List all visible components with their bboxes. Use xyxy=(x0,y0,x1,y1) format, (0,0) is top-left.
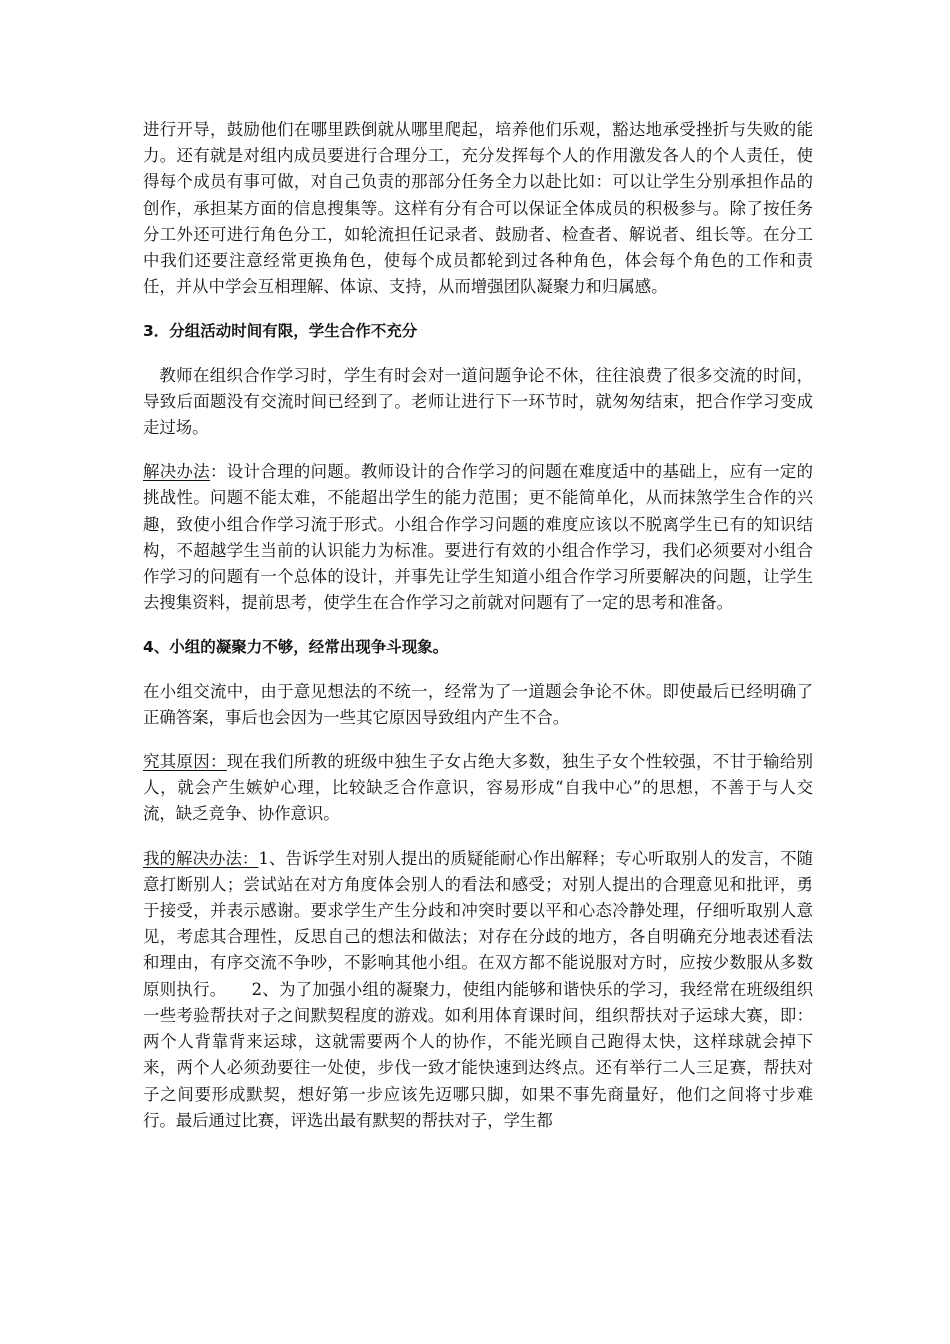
document-page xyxy=(143,117,813,1134)
solution-label: 解决办法 xyxy=(143,462,211,482)
spacer xyxy=(143,731,813,749)
cause-text: 现在我们所教的班级中独生子女占绝大多数，独生子女个性较强，不甘于输给别人，就会产生嫉妒心理，比较缺乏合作意识，容易形成“自我中心”的思想，不善于与人交流，缺乏竞争、协作意识。 xyxy=(143,752,813,824)
paragraph-4-solution xyxy=(143,846,813,1134)
spacer xyxy=(143,441,813,459)
spacer xyxy=(143,661,813,679)
paragraph-4-cause xyxy=(143,749,813,828)
spacer xyxy=(143,300,813,318)
paragraph-4-problem: 在小组交流中，由于意见想法的不统一，经常为了一道题会争论不休。即使最后已经明确了正确答案，事后也会因为一些其它原因导致组内产生不合。 xyxy=(143,681,813,727)
my-solution-label: 我的解决办法： xyxy=(143,848,259,868)
spacer xyxy=(143,616,813,634)
my-solution-text: 1、告诉学生对别人提出的质疑能耐心作出解释；专心听取别人的发言，不随意打断别人；尝试站在对方角度体会别人的看法和感受；对别人提出的合理意见和批评，勇于接受，并表示感谢。要求学生产生分歧和冲突时要以平和心态冷静处理，仔细听取别人意见，考虑其合理性，反思自己的想法和做法；对存在分歧的地方，各自明确充分地表述看法和理由，有序交流不争吵，不影响其他小组。在双方都不能说服对方时，应按少数服从多数原则执行。 2、为了加强小组的凝聚力，使组内能够和谐快乐的学习，我经常在班级组织一些考验帮扶对子之间默契程度的游戏。如利用体育课时间，组织帮扶对子运球大赛，即：两个人背靠背来运球，这就需要两个人的协作，不能光顾自己跑得太快，这样球就会掉下来，两个人必须劲要往一处使，步伐一致才能快速到达终点。还有举行二人三足赛，帮扶对子之间要形成默契，想好第一步应该先迈哪只脚，如果不事先商量好，他们之间将寸步难行。最后通过比赛，评选出最有默契的帮扶对子，学生都 xyxy=(143,848,814,1130)
spacer xyxy=(143,345,813,363)
paragraph-intro: 进行开导，鼓励他们在哪里跌倒就从哪里爬起，培养他们乐观，豁达地承受挫折与失败的能力。还有就是对组内成员要进行合理分工，充分发挥每个人的作用激发各人的个人责任，使得每个成员有事可做，对自己负责的那部分任务全力以赴比如：可以让学生分别承担作品的创作，承担某方面的信息搜集等。这样有分有合可以保证全体成员的积极参与。除了按任务分工外还可进行角色分工，如轮流担任记录者、鼓励者、检查者、解说者、组长等。在分工中我们还要注意经常更换角色，使每个成员都轮到过各种角色，体会每个角色的工作和责任，并从中学会互相理解、体谅、支持，从而增强团队凝聚力和归属感。 xyxy=(143,120,813,297)
cause-label: 究其原因： xyxy=(143,752,227,772)
solution-text: ：设计合理的问题。教师设计的合作学习的问题在难度适中的基础上，应有一定的挑战性。问题不能太难，不能超出学生的能力范围；更不能简单化，从而抹煞学生合作的兴趣，致使小组合作学习流于形式。小组合作学习问题的难度应该以不脱离学生已有的知识结构，不超越学生当前的认识能力为标准。要进行有效的小组合作学习，我们必须要对小组合作学习的问题有一个总体的设计，并事先让学生知道小组合作学习所要解决的问题，让学生去搜集资料，提前思考，使学生在合作学习之前就对问题有了一定的思考和准备。 xyxy=(143,462,814,613)
section-heading-4: 4、小组的凝聚力不够，经常出现争斗现象。 xyxy=(143,638,449,657)
section-heading-3: 3．分组活动时间有限，学生合作不充分 xyxy=(143,322,418,341)
spacer xyxy=(143,828,813,846)
paragraph-3-problem: 教师在组织合作学习时，学生有时会对一道问题争论不休，往往浪费了很多交流的时间，导致后面题没有交流时间已经到了。老师让进行下一环节时，就匆匆结束，把合作学习变成走过场。 xyxy=(143,365,813,438)
paragraph-3-solution xyxy=(143,459,813,616)
